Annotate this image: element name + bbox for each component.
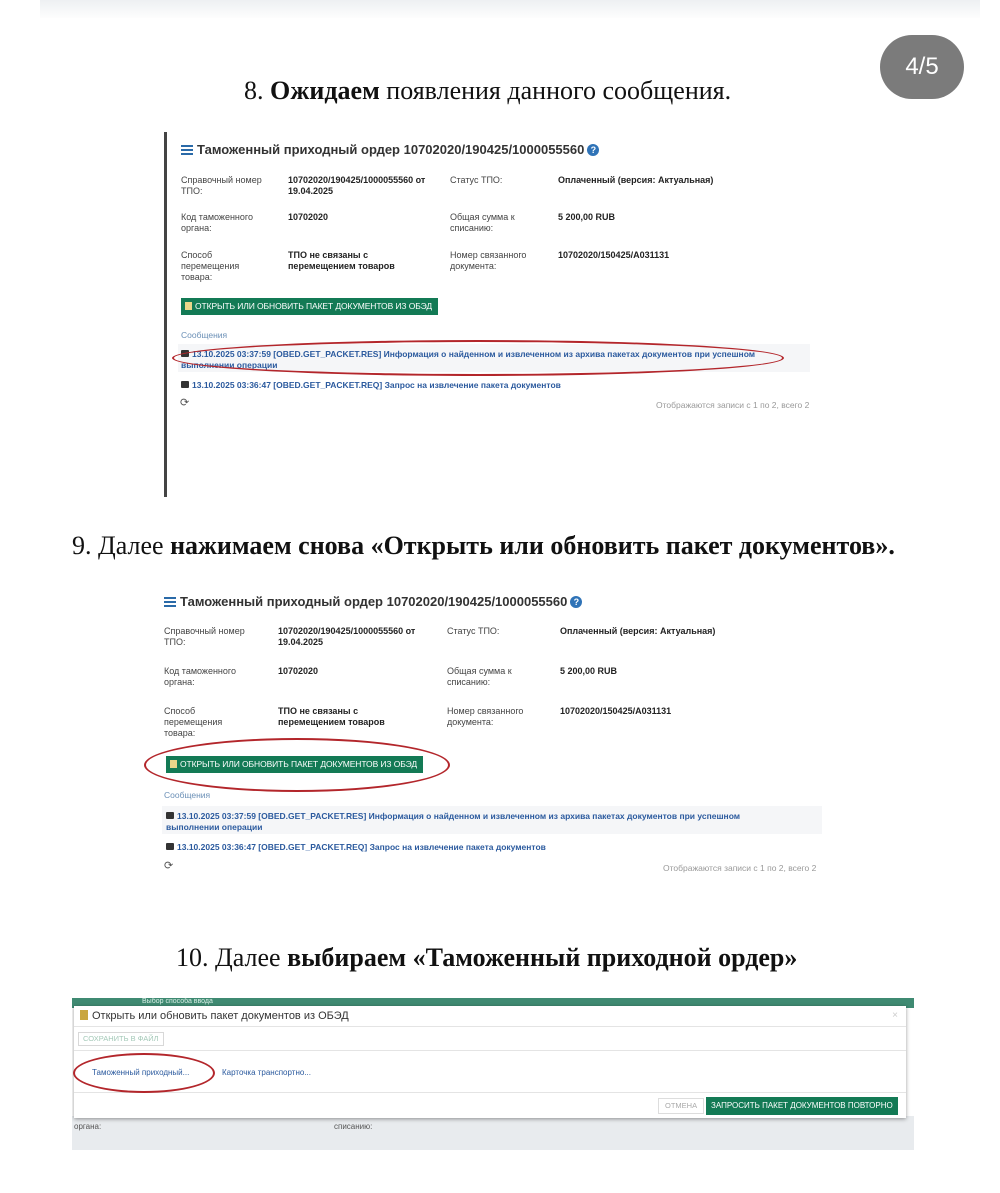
ref-value: 10702020/190425/1000055560 от 19.04.2025 <box>288 175 426 196</box>
left-border <box>164 132 167 497</box>
user-icon-2 <box>166 843 174 850</box>
linked-label: Номер связанного документа: <box>450 250 527 271</box>
messages-label-2: Сообщения <box>164 790 211 800</box>
tpo-title: Таможенный приходный ордер 10702020/190425/1000055560 ? <box>181 142 599 157</box>
step-8-number: 8. <box>244 76 264 105</box>
background-header-text: Выбор способа ввода <box>142 998 213 1005</box>
dialog-title: Открыть или обновить пакет документов из ОБЭД <box>80 1010 349 1022</box>
server-icon-2 <box>166 812 174 819</box>
message-1-2[interactable]: 13.10.2025 03:37:59 [OBED.GET_PACKET.RES] Информация о найденном и извлеченном из архива пакетах документов при успешном выполнении операции <box>166 811 741 832</box>
sum-value: 5 200,00 RUB <box>558 212 616 222</box>
user-icon <box>181 381 189 388</box>
status-label: Статус ТПО: <box>450 175 503 185</box>
code-value: 10702020 <box>288 212 329 222</box>
sum-value-2: 5 200,00 RUB <box>560 666 618 676</box>
tpo-title-2: Таможенный приходный ордер 10702020/190425/1000055560 ? <box>164 594 582 609</box>
document-icon-2 <box>170 760 177 768</box>
ref-label-2: Справочный номер ТПО: <box>164 626 245 647</box>
step-8-rest: появления данного сообщения. <box>379 76 732 105</box>
step-8-heading <box>244 76 731 106</box>
screenshot-step-10 <box>72 998 914 1150</box>
sum-label-2: Общая сумма к списанию: <box>447 666 512 687</box>
step-9-bold: нажимаем снова «Открыть или обновить пакет документов». <box>170 531 895 560</box>
screenshot-step-8 <box>164 132 824 497</box>
linked-value: 10702020/150425/A031131 <box>558 250 670 260</box>
step-10-bold: выбираем «Таможенный приходной ордер» <box>287 943 798 972</box>
refresh-icon-2[interactable]: ⟳ <box>164 860 174 872</box>
step-8-bold: Ожидаем <box>270 76 380 105</box>
code-label: Код таможенного органа: <box>181 212 253 233</box>
cancel-button[interactable]: ОТМЕНА <box>658 1098 704 1114</box>
save-to-file-button[interactable]: СОХРАНИТЬ В ФАЙЛ <box>78 1032 164 1046</box>
code-label-2: Код таможенного органа: <box>164 666 236 687</box>
method-label: Способ перемещения товара: <box>181 250 240 282</box>
background-label-1: органа: <box>74 1122 102 1131</box>
help-icon-2[interactable]: ? <box>570 596 582 608</box>
background-form <box>72 1116 914 1150</box>
divider <box>74 1026 906 1027</box>
top-strip <box>40 0 980 18</box>
ref-value-2: 10702020/190425/1000055560 от 19.04.2025 <box>278 626 416 647</box>
messages-label: Сообщения <box>181 330 228 340</box>
divider-2 <box>74 1050 906 1051</box>
step-9-heading <box>72 531 895 561</box>
tab-customs-order[interactable]: Таможенный приходный... <box>92 1068 190 1077</box>
status-label-2: Статус ТПО: <box>447 626 500 636</box>
refresh-icon[interactable]: ⟳ <box>180 397 190 409</box>
divider-3 <box>74 1092 906 1093</box>
method-label-2: Способ перемещения товара: <box>164 706 223 738</box>
screenshot-step-9 <box>158 586 838 912</box>
server-icon <box>181 350 189 357</box>
tab-transport-card[interactable]: Карточка транспортно... <box>222 1068 311 1077</box>
linked-value-2: 10702020/150425/A031131 <box>560 706 672 716</box>
open-package-button-2[interactable]: ОТКРЫТЬ ИЛИ ОБНОВИТЬ ПАКЕТ ДОКУМЕНТОВ ИЗ ОБЭД <box>166 756 423 773</box>
message-1[interactable]: 13.10.2025 03:37:59 [OBED.GET_PACKET.RES] Информация о найденном и извлеченном из архива пакетах документов при успешном выполнении операции <box>181 349 756 370</box>
step-10-heading <box>176 943 797 973</box>
list-icon-2 <box>164 597 176 607</box>
step-10-number: 10. Далее <box>176 943 281 972</box>
records-info-2: Отображаются записи с 1 по 2, всего 2 <box>663 863 817 873</box>
linked-label-2: Номер связанного документа: <box>447 706 524 727</box>
request-again-button[interactable]: ЗАПРОСИТЬ ПАКЕТ ДОКУМЕНТОВ ПОВТОРНО <box>706 1097 898 1115</box>
document-icon <box>185 302 192 310</box>
records-info: Отображаются записи с 1 по 2, всего 2 <box>656 400 810 410</box>
method-value: ТПО не связаны с перемещением товаров <box>288 250 395 271</box>
list-icon <box>181 145 193 155</box>
ref-label: Справочный номер ТПО: <box>181 175 262 196</box>
status-value-2: Оплаченный (версия: Актуальная) <box>560 626 716 636</box>
step-9-number: 9. Далее <box>72 531 164 560</box>
dialog-icon <box>80 1010 88 1020</box>
open-package-button[interactable]: ОТКРЫТЬ ИЛИ ОБНОВИТЬ ПАКЕТ ДОКУМЕНТОВ ИЗ ОБЭД <box>181 298 438 315</box>
method-value-2: ТПО не связаны с перемещением товаров <box>278 706 385 727</box>
help-icon[interactable]: ? <box>587 144 599 156</box>
message-2-2[interactable]: 13.10.2025 03:36:47 [OBED.GET_PACKET.REQ] Запрос на извлечение пакета документов <box>166 842 786 853</box>
code-value-2: 10702020 <box>278 666 319 676</box>
message-2[interactable]: 13.10.2025 03:36:47 [OBED.GET_PACKET.REQ] Запрос на извлечение пакета документов <box>181 380 781 391</box>
close-icon[interactable]: × <box>892 1010 898 1021</box>
status-value: Оплаченный (версия: Актуальная) <box>558 175 714 185</box>
page-indicator: 4/5 <box>880 35 964 99</box>
background-label-2: списанию: <box>334 1122 373 1131</box>
open-package-dialog <box>74 1006 906 1118</box>
sum-label: Общая сумма к списанию: <box>450 212 515 233</box>
